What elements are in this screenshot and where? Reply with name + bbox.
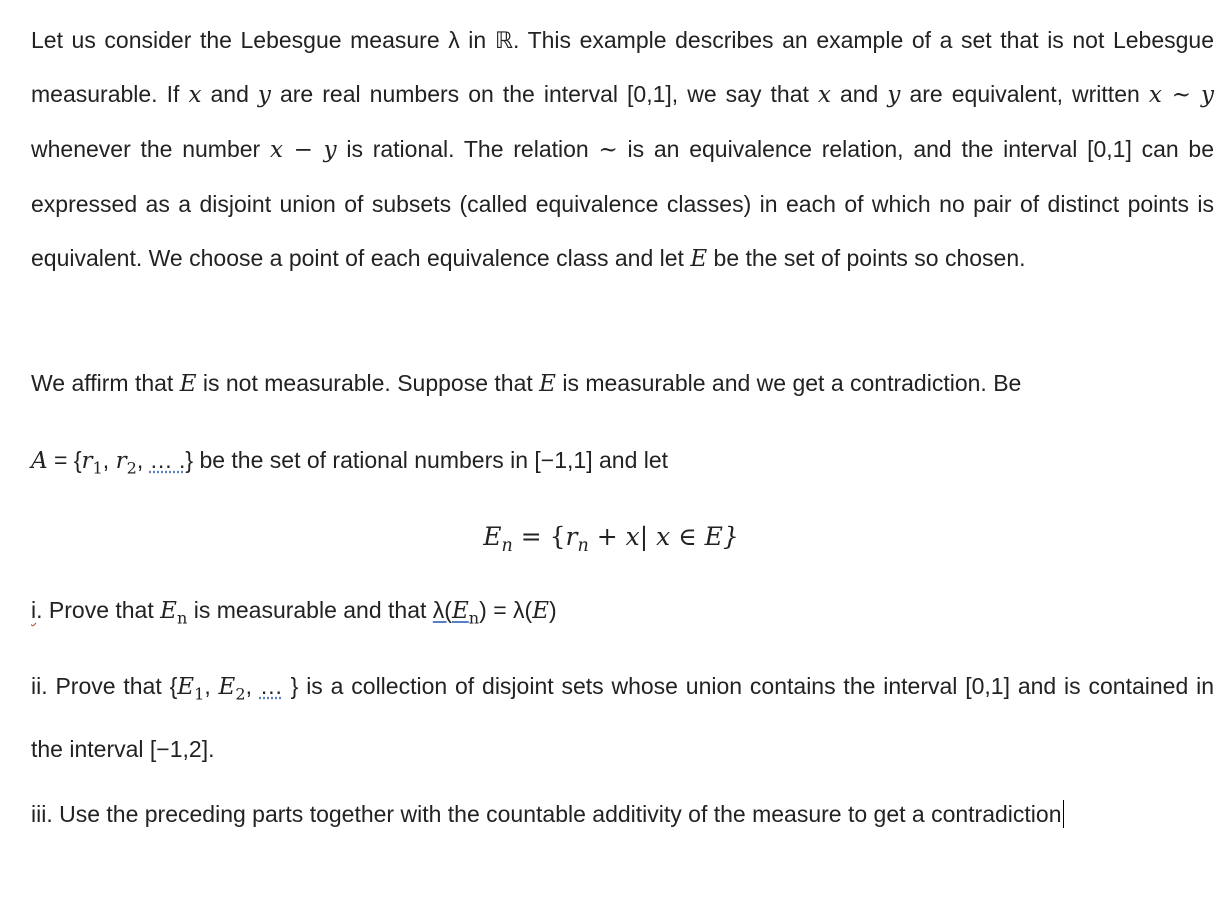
- math-var: E: [177, 674, 195, 700]
- math-expression: x ~ y: [1148, 82, 1215, 108]
- item-i: [31, 583, 1214, 646]
- math-var: A: [31, 448, 48, 474]
- display-equation: [0, 510, 1222, 573]
- text: λ(: [432, 597, 452, 623]
- text: is not measurable. Suppose that: [196, 370, 540, 396]
- text: and: [830, 81, 888, 107]
- math-var: E: [690, 246, 708, 272]
- text: = {: [47, 447, 82, 473]
- math-var: E: [451, 598, 469, 624]
- math-subscript: n: [176, 608, 188, 628]
- text: is measurable and that: [187, 597, 433, 623]
- paragraph-intro: [31, 13, 1214, 286]
- text: ): [479, 597, 487, 623]
- math-text: + x| x ∈ E}: [588, 522, 739, 551]
- item-ii: [31, 659, 1214, 776]
- text: } is a collection of disjoint sets whose union contains the interval [0,1] and is contained in the interval [−1,2].: [31, 673, 1214, 762]
- text: Let us consider the Lebesgue measure λ in ℝ. This example describes an example of a set that is not Lebesgue measurable. If: [31, 27, 1214, 107]
- math-var: E: [539, 371, 556, 397]
- text: We affirm that: [31, 370, 180, 396]
- paragraph-set-a: [31, 433, 1214, 496]
- text: } be the set of rational numbers in [−1,1] and let: [185, 447, 669, 473]
- text: ,: [204, 673, 219, 699]
- math-var: E: [160, 598, 177, 624]
- text: iii. Use the preceding parts together with the countable additivity of the measure to get a contradiction: [31, 801, 1062, 827]
- text: is measurable and we get a contradiction. Be: [555, 370, 1022, 396]
- text: are equivalent, written: [900, 81, 1149, 107]
- paragraph-affirm: [31, 356, 1214, 411]
- math-var: x: [188, 82, 202, 108]
- math-subscript: n: [501, 536, 513, 556]
- text: . Prove that: [36, 597, 161, 623]
- math-subscript: 2: [235, 684, 246, 704]
- text: whenever the number: [31, 136, 270, 162]
- math-var: E: [483, 522, 502, 551]
- math-subscript: 2: [126, 458, 137, 478]
- text: ,: [136, 447, 150, 473]
- spellcheck-flagged: i: [31, 597, 37, 623]
- text: and: [201, 81, 258, 107]
- math-var: E: [179, 371, 197, 397]
- text: ): [548, 597, 557, 623]
- math-var: x: [817, 82, 831, 108]
- math-var: r: [81, 448, 93, 474]
- math-subscript: 1: [92, 458, 103, 478]
- ellipsis-flagged: …: [259, 673, 283, 699]
- math-var: E: [218, 674, 236, 700]
- text: is rational. The relation: [336, 136, 599, 162]
- math-var: r: [565, 522, 578, 551]
- math-expression: x − y: [269, 137, 337, 163]
- math-text: = {: [512, 522, 566, 551]
- math-var: E: [532, 598, 549, 624]
- math-var: y: [257, 82, 271, 108]
- text: be the set of points so chosen.: [707, 245, 1026, 271]
- text: ,: [102, 447, 116, 473]
- math-symbol: ~: [598, 137, 618, 163]
- text: ,: [245, 673, 260, 699]
- text: = λ(: [486, 597, 533, 623]
- ellipsis-flagged: … .: [149, 447, 186, 473]
- math-var: y: [887, 82, 901, 108]
- text-cursor: [1063, 800, 1064, 828]
- item-iii: [31, 787, 1214, 841]
- math-subscript: n: [468, 608, 480, 628]
- text: is an equivalence relation, and the interval [0,1] can be expressed as a disjoint union of subsets (called equivalence classes) in each of which no pair of distinct points is equivalent. We choose a point of each equivalence class and let: [31, 136, 1215, 271]
- grammar-flagged: [432, 597, 480, 628]
- math-subscript: n: [577, 536, 589, 556]
- text: are real numbers on the interval [0,1], we say that: [270, 81, 818, 107]
- text: ii. Prove that {: [31, 673, 178, 699]
- math-var: r: [115, 448, 127, 474]
- math-subscript: 1: [194, 684, 205, 704]
